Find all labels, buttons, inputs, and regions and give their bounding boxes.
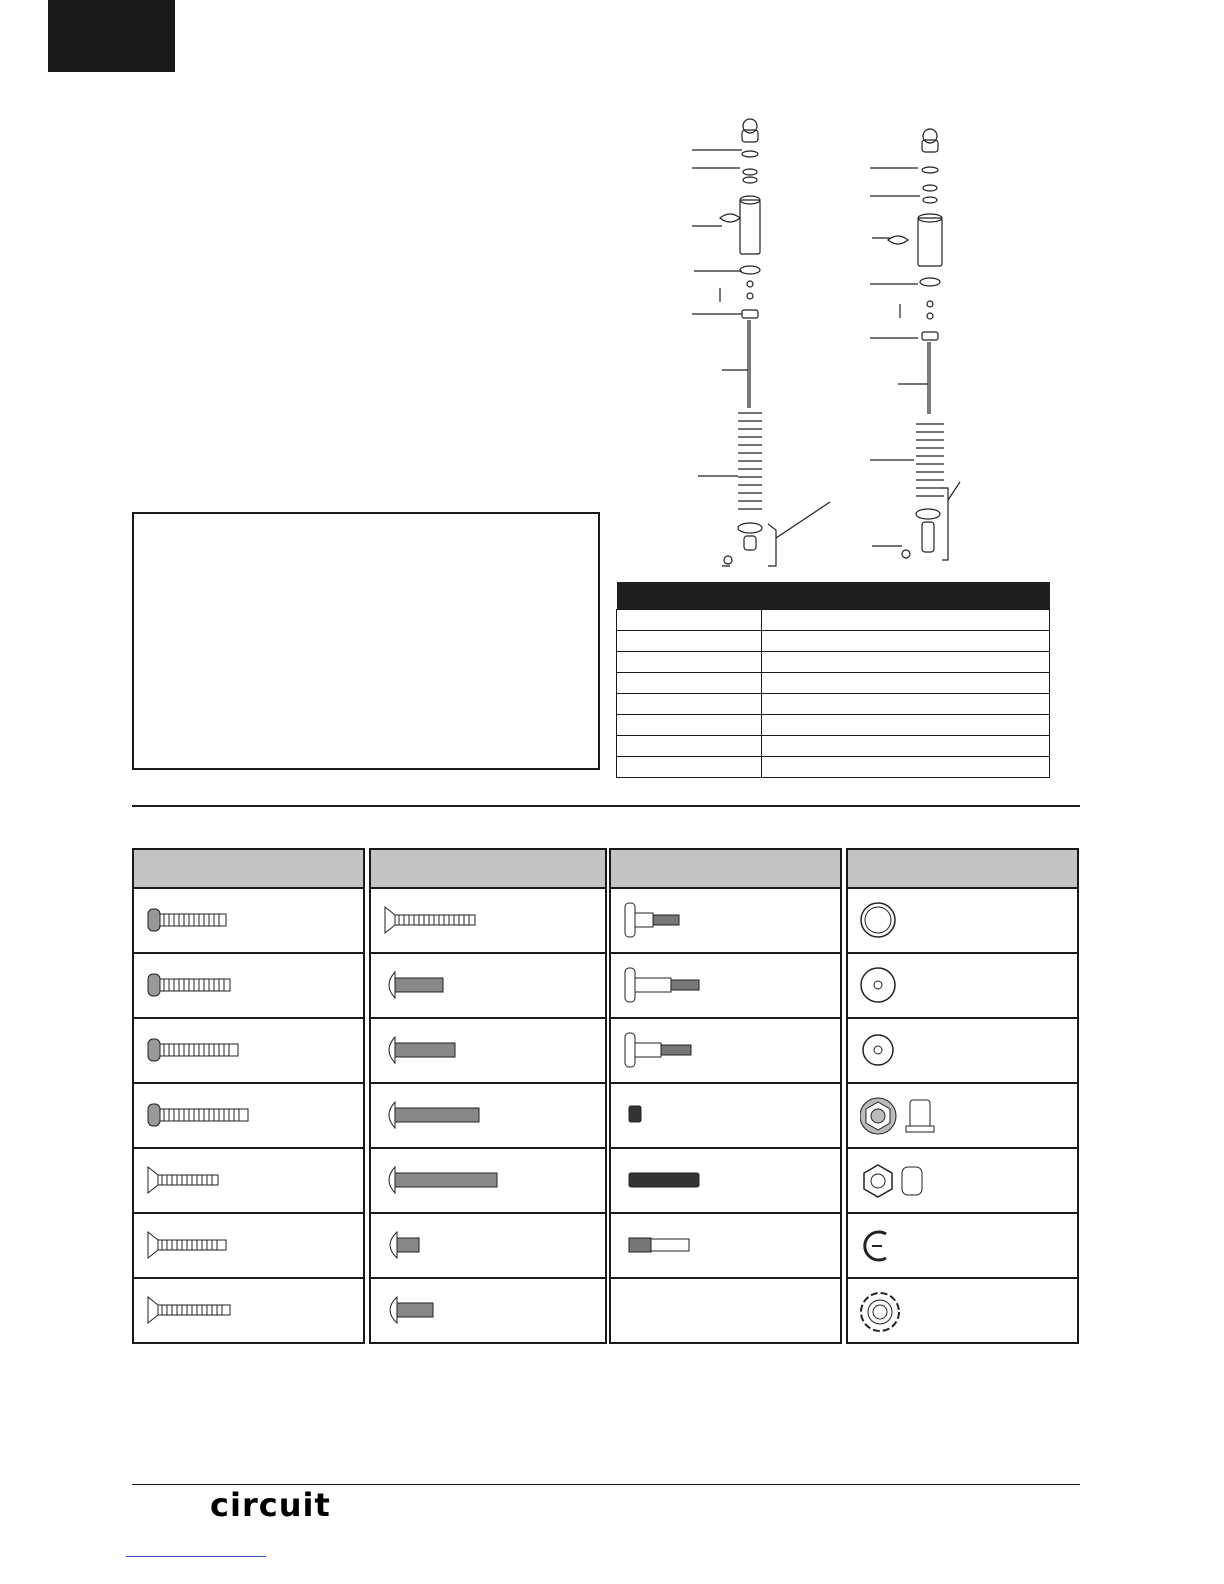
hardware-row xyxy=(371,954,605,1019)
set-screw-icon xyxy=(623,1161,743,1201)
hardware-row xyxy=(611,954,840,1019)
shoulder-screw-icon xyxy=(623,901,743,941)
button-head-machine-screw-icon xyxy=(383,1291,503,1331)
hardware-row xyxy=(371,1149,605,1214)
hardware-column-header xyxy=(848,850,1077,889)
hardware-row xyxy=(848,1019,1077,1084)
spec-table xyxy=(616,582,1050,778)
shock-exploded-diagram xyxy=(680,108,980,578)
hardware-column-washers-nuts xyxy=(846,848,1079,1344)
hardware-column-header xyxy=(134,850,363,889)
pan-head-tapping-screw-icon xyxy=(146,1031,266,1071)
button-head-machine-screw-icon xyxy=(383,1226,503,1266)
hardware-row xyxy=(611,889,840,954)
hardware-row xyxy=(134,1214,363,1279)
hardware-row xyxy=(848,1214,1077,1279)
hardware-row xyxy=(134,1084,363,1149)
threaded-pin-icon xyxy=(623,1226,743,1266)
set-screw-icon xyxy=(623,1096,743,1136)
shoulder-screw-icon xyxy=(623,1031,743,1071)
hardware-row xyxy=(371,1019,605,1084)
hardware-row xyxy=(371,1084,605,1149)
flange-lock-nut-icon xyxy=(860,1096,980,1140)
flat-head-tapping-screw-icon xyxy=(146,1291,266,1331)
table-row xyxy=(617,610,1050,631)
hardware-row xyxy=(134,954,363,1019)
hardware-column-machine-screws xyxy=(369,848,607,1344)
hardware-column-special-screws xyxy=(609,848,842,1344)
washer-icon xyxy=(860,1031,980,1071)
table-row xyxy=(617,736,1050,757)
brand-logo: circuit xyxy=(210,1486,331,1524)
flat-head-tapping-screw-icon xyxy=(383,901,503,941)
star-washer-icon xyxy=(860,1291,980,1335)
hardware-column-tapping-screws xyxy=(132,848,365,1344)
hardware-row xyxy=(848,1279,1077,1342)
table-row xyxy=(617,694,1050,715)
washer-icon xyxy=(860,966,980,1006)
hardware-row xyxy=(848,889,1077,954)
notice-box xyxy=(132,512,600,770)
hardware-row xyxy=(611,1214,840,1279)
hardware-row xyxy=(134,1149,363,1214)
pan-head-tapping-screw-icon xyxy=(146,901,266,941)
pan-head-tapping-screw-icon xyxy=(146,966,266,1006)
hardware-row xyxy=(848,1149,1077,1214)
pan-head-tapping-screw-icon xyxy=(146,1096,266,1136)
hardware-row xyxy=(611,1279,840,1342)
button-head-machine-screw-icon xyxy=(383,1096,503,1136)
shock-right xyxy=(870,129,960,560)
hardware-row xyxy=(611,1084,840,1149)
shock-left xyxy=(692,119,830,566)
e-clip-icon xyxy=(860,1226,980,1266)
table-row xyxy=(617,715,1050,736)
button-head-machine-screw-icon xyxy=(383,966,503,1006)
hardware-row xyxy=(134,1279,363,1342)
hardware-row xyxy=(134,1019,363,1084)
spec-table-header xyxy=(617,582,1050,610)
flat-washer-icon xyxy=(860,901,980,941)
hardware-row xyxy=(848,954,1077,1019)
button-head-machine-screw-icon xyxy=(383,1161,513,1201)
hardware-row xyxy=(134,889,363,954)
section-divider xyxy=(132,805,1080,807)
table-row xyxy=(617,652,1050,673)
flat-head-tapping-screw-icon xyxy=(146,1226,266,1266)
table-row xyxy=(617,631,1050,652)
section-tab xyxy=(48,0,175,72)
hardware-column-header xyxy=(371,850,605,889)
hardware-row xyxy=(371,1279,605,1342)
hardware-column-header xyxy=(611,850,840,889)
button-head-machine-screw-icon xyxy=(383,1031,503,1071)
hardware-row xyxy=(611,1019,840,1084)
hardware-row xyxy=(371,1214,605,1279)
lock-nut-icon xyxy=(860,1161,980,1201)
hardware-row xyxy=(611,1149,840,1214)
shoulder-screw-icon xyxy=(623,966,743,1006)
flat-head-tapping-screw-icon xyxy=(146,1161,266,1201)
table-row xyxy=(617,673,1050,694)
footer-rule xyxy=(132,1484,1080,1485)
hardware-row xyxy=(371,889,605,954)
table-row xyxy=(617,757,1050,778)
footer-link[interactable] xyxy=(126,1556,266,1557)
hardware-row xyxy=(848,1084,1077,1149)
